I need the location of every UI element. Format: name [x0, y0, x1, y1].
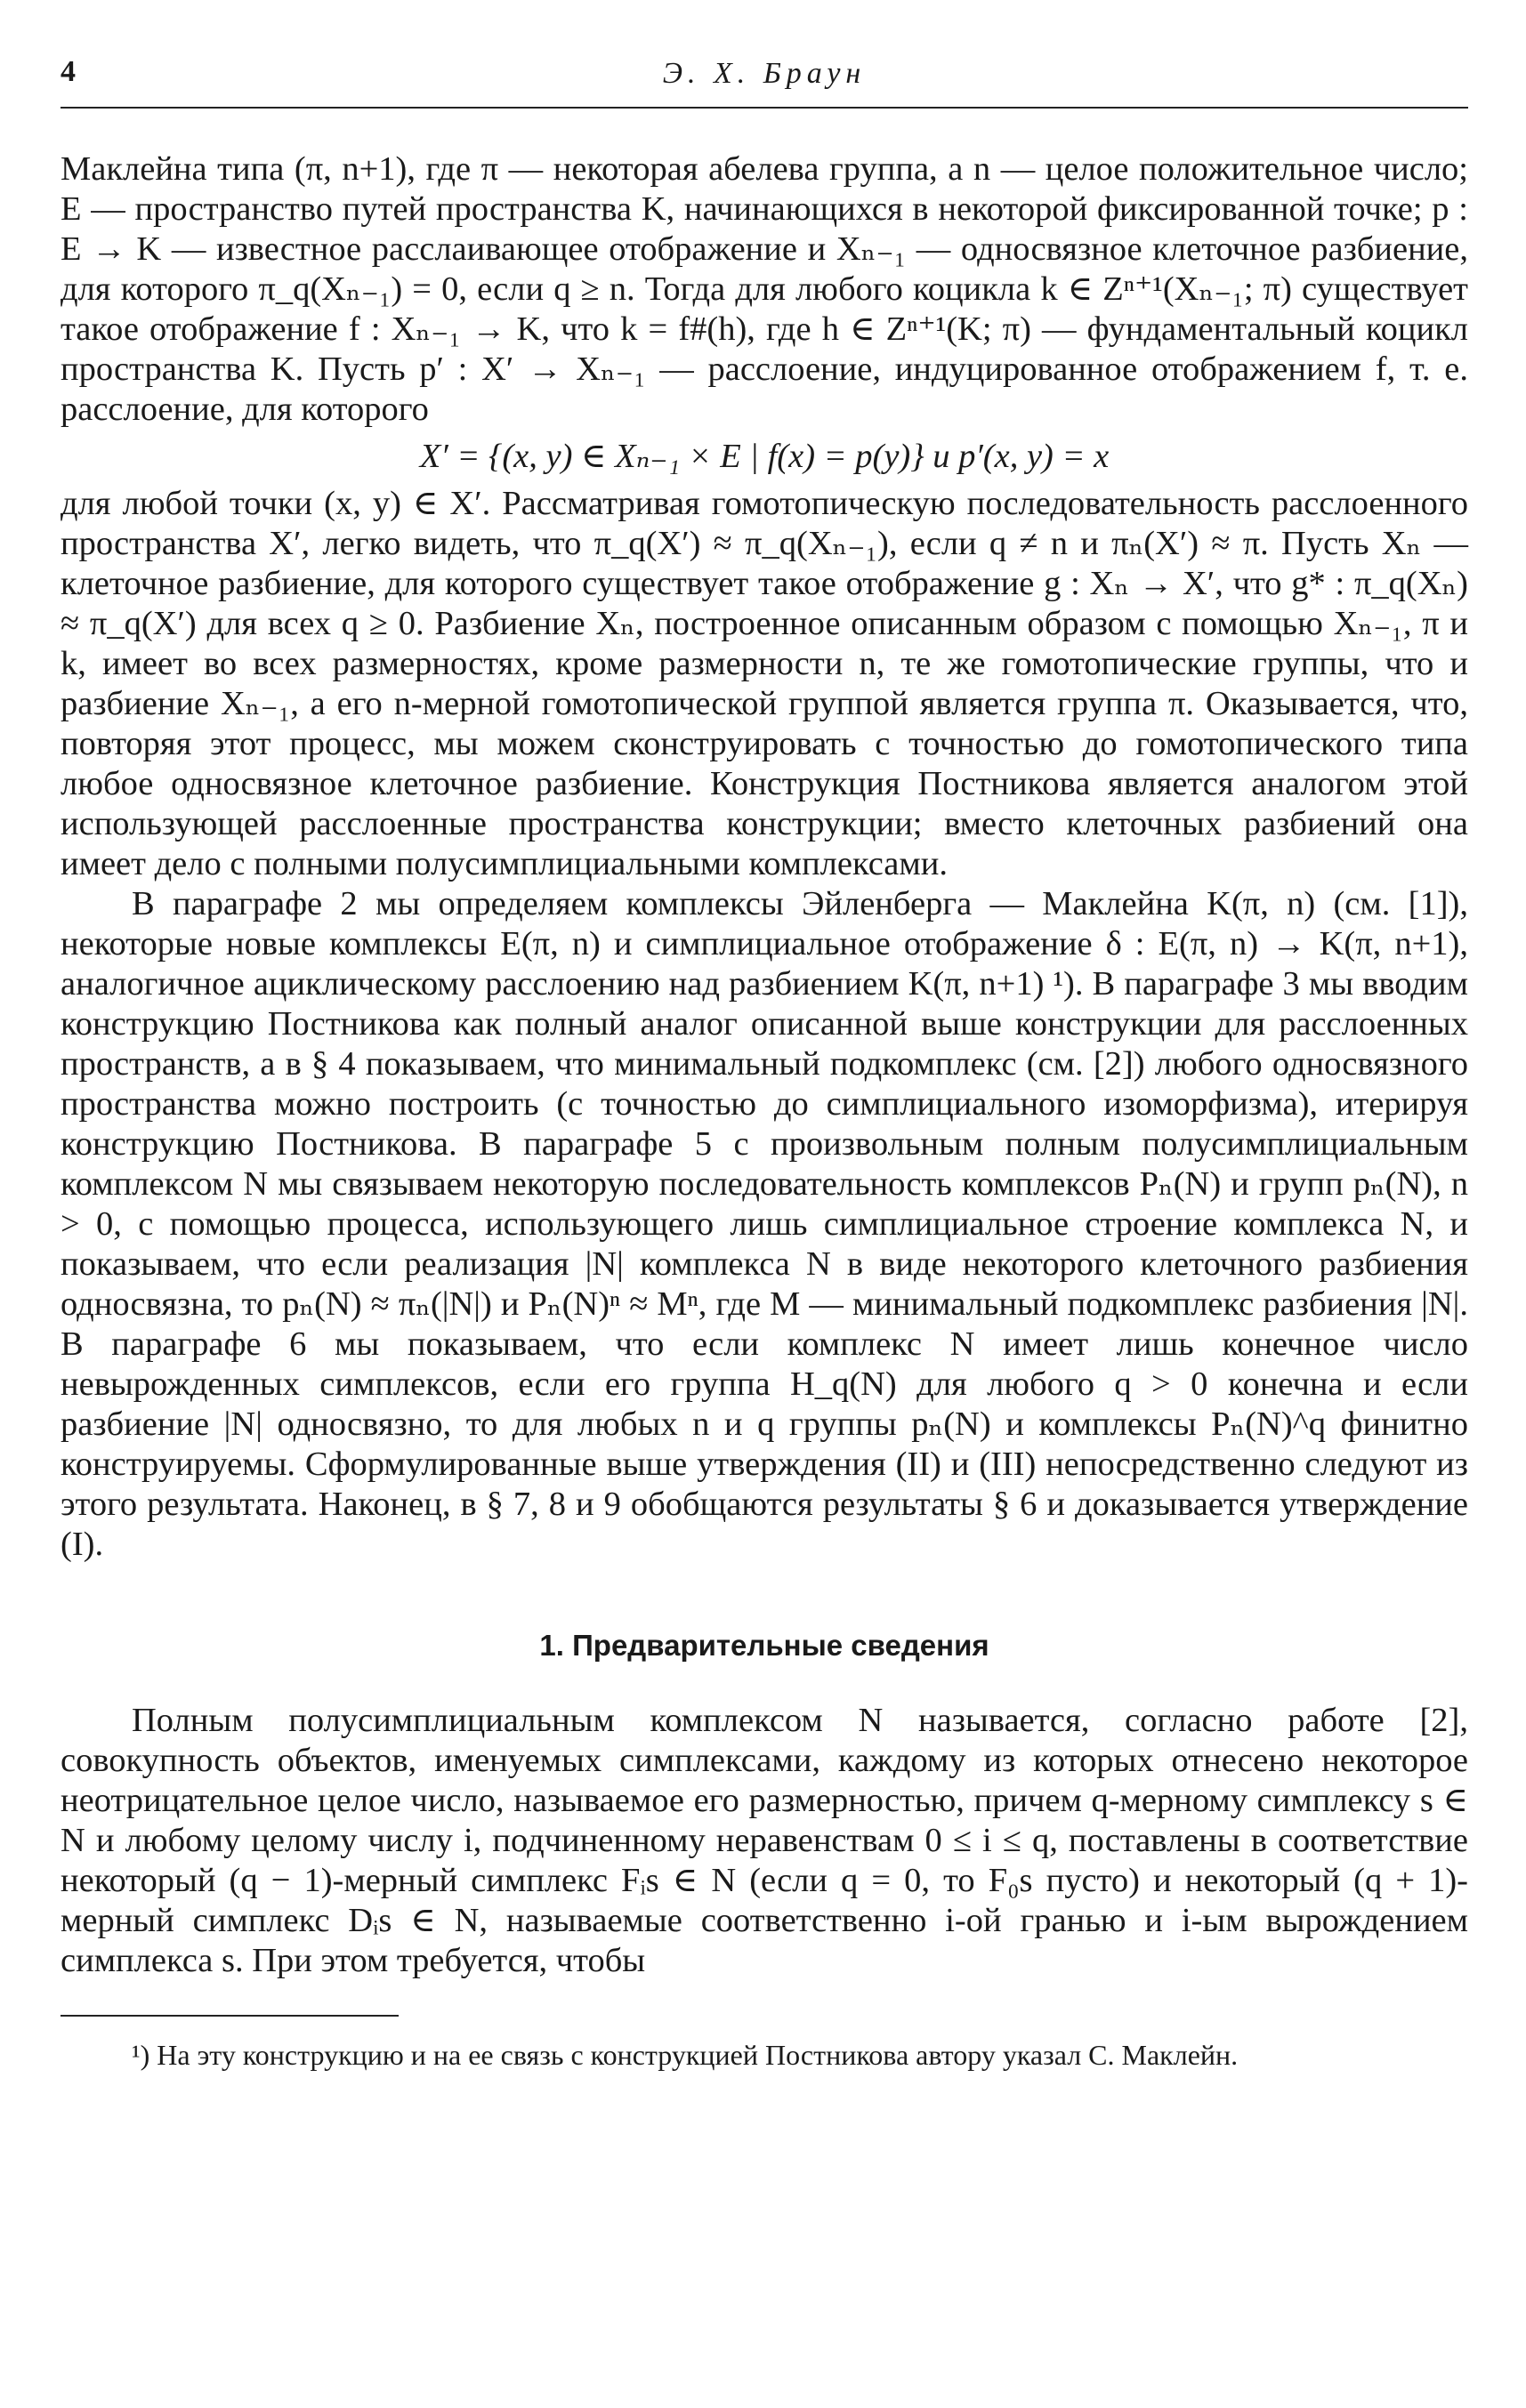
display-formula: X′ = {(x, y) ∈ Xₙ₋₁ × E | f(x) = p(y)} и p′(x, y) = x — [419, 438, 1110, 475]
footnote: ¹) На эту конструкцию и на ее связь с конструкцией Постникова автору указал С. Маклейн. — [132, 2039, 1239, 2071]
running-head: Э. Х. Браун — [662, 57, 867, 90]
page-body — [61, 149, 1468, 1981]
paragraph-1: Маклейна типа (π, n+1), где π — некоторая абелева группа, а n — целое положительное число; E — пространство путей пространства K, начинающихся в некоторой фиксированной точке; p : E → K — известное расслаивающее отображение и Xₙ₋₁ — односвязное клеточное разбиение, для которого π_q(Xₙ₋₁) = 0, если q ≥ n. Тогда для любого коцикла k ∈ Zⁿ⁺¹(Xₙ₋₁; π) существует такое отображение f : Xₙ₋₁ → K, что k = f#(h), где h ∈ Zⁿ⁺¹(K; π) — фундаментальный коцикл пространства K. Пусть p′ : X′ → Xₙ₋₁ — расслоение, индуцированное отображением f, т. е. расслоение, для которого — [61, 150, 1468, 428]
book-page — [61, 36, 1468, 2074]
paragraph-3: В параграфе 2 мы определяем комплексы Эйленберга — Маклейна K(π, n) (см. [1]), некоторые новые комплексы E(π, n) и симплициальное отображение δ : E(π, n) → K(π, n+1), аналогичное ациклическому расслоению над разбиением K(π, n+1) ¹). В параграфе 3 мы вводим конструкцию Постникова как полный аналог описанной выше конструкции для расслоенных пространств, а в § 4 показываем, что минимальный подкомплекс (см. [2]) любого односвязного пространства можно построить (с точностью до симплициального изоморфизма), итерируя конструкцию Постникова. В параграфе 5 с произвольным полным полусимплициальным комплексом N мы связываем некоторую последовательность комплексов Pₙ(N) и групп pₙ(N), n > 0, с помощью процесса, использующего лишь симплициальное строение комплекса N, и показываем, что если реализация |N| комплекса N в виде некоторого клеточного разбиения односвязна, то pₙ(N) ≈ πₙ(|N|) и Pₙ(N)ⁿ ≈ Mⁿ, где M — минимальный подкомплекс разбиения |N|. В параграфе 6 мы показываем, что если комплекс N имеет лишь конечное число невырожденных симплексов, если его группа H_q(N) для любого q > 0 конечна и если разбиение |N| односвязно, то для любых n и q группы pₙ(N) и комплексы Pₙ(N)^q финитно конструируемы. Сформулированные выше утверждения (II) и (III) непосредственно следуют из этого результата. Наконец, в § 7, 8 и 9 обобщаются результаты § 6 и доказывается утверждение (I). — [61, 885, 1468, 1563]
page-header — [61, 36, 1468, 109]
page-number: 4 — [61, 55, 76, 88]
footnote-divider — [61, 2015, 399, 2017]
section-title: 1. Предварительные сведения — [539, 1629, 989, 1662]
paragraph-4: Полным полусимплициальным комплексом N называется, согласно работе [2], совокупность объектов, именуемых симплексами, каждому из которых отнесено некоторое неотрицательное целое число, называемое его размерностью, причем q-мерному симплексу s ∈ N и любому целому числу i, подчиненному неравенствам 0 ≤ i ≤ q, поставлены в соответствие некоторый (q − 1)-мерный симплекс Fᵢs ∈ N (если q = 0, то F₀s пусто) и некоторый (q + 1)-мерный симплекс Dᵢs ∈ N, называемые соответственно i-ой гранью и i-ым вырождением симплекса s. При этом требуется, чтобы — [61, 1702, 1468, 1979]
paragraph-2: для любой точки (x, y) ∈ X′. Рассматривая гомотопическую последовательность расслоенного пространства X′, легко видеть, что π_q(X′) ≈ π_q(Xₙ₋₁), если q ≠ n и πₙ(X′) ≈ π. Пусть Xₙ — клеточное разбиение, для которого существует такое отображение g : Xₙ → X′, что g* : π_q(Xₙ) ≈ π_q(X′) для всех q ≥ 0. Разбиение Xₙ, построенное описанным образом с помощью Xₙ₋₁, π и k, имеет во всех размерностях, кроме размерности n, те же гомотопические группы, что и разбиение Xₙ₋₁, а его n-мерной гомотопической группой является группа π. Оказывается, что, повторяя этот процесс, мы можем сконструировать с точностью до гомотопического типа любое односвязное клеточное разбиение. Конструкция Постникова является аналогом этой использующей расслоенные пространства конструкции; вместо клеточных разбиений она имеет дело с полными полусимплициальными комплексами. — [61, 485, 1468, 882]
